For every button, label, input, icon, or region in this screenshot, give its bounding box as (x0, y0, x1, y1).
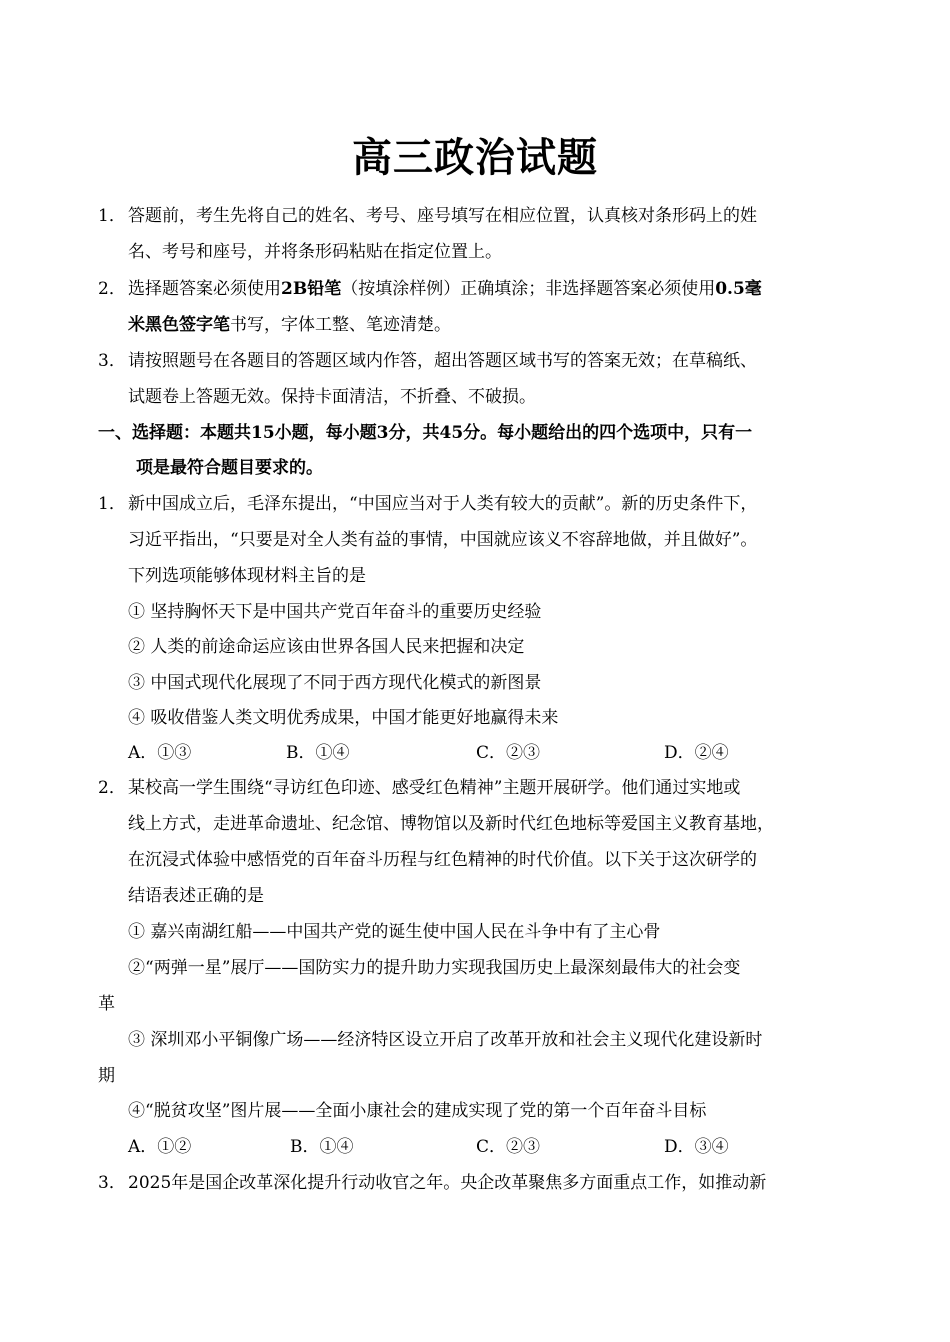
q2-number: 2． (98, 778, 126, 798)
note-3-number: 3． (98, 351, 126, 371)
note-2-pencil-emphasis: 2B铅笔 (281, 279, 342, 299)
q2-stem-line-3: 在沉浸式体验中感悟党的百年奋斗历程与红色精神的时代价值。以下关于这次研学的 (128, 850, 757, 870)
note-2-line-2: 米黑色签字笔书写，字体工整、笔迹清楚。 (128, 315, 451, 335)
note-2-pen-emphasis-a: 0.5毫 (715, 279, 762, 299)
q2-statement-1: ① 嘉兴南湖红船——中国共产党的诞生使中国人民在斗争中有了主心骨 (128, 922, 661, 942)
note-3-line-2: 试题卷上答题无效。保持卡面清洁，不折叠、不破损。 (128, 387, 536, 407)
q2-option-d[interactable]: D．③④ (664, 1137, 729, 1157)
q2-statement-2-line-1: ②“两弹一星”展厅——国防实力的提升助力实现我国历史上最深刻最伟大的社会变 (128, 958, 741, 978)
note-2-number: 2． (98, 279, 126, 299)
q1-statement-3: ③ 中国式现代化展现了不同于西方现代化模式的新图景 (128, 673, 542, 693)
q1-stem-line-2: 习近平指出，“只要是对全人类有益的事情，中国就应该义不容辞地做，并且做好”。 (128, 530, 758, 550)
q2-option-b[interactable]: B．①④ (290, 1137, 354, 1157)
q1-stem-line-1: 新中国成立后，毛泽东提出，“中国应当对于人类有较大的贡献”。新的历史条件下， (128, 494, 758, 514)
q3-number: 3． (98, 1173, 126, 1193)
q2-statement-4: ④“脱贫攻坚”图片展——全面小康社会的建成实现了党的第一个百年奋斗目标 (128, 1101, 707, 1121)
q1-statement-4: ④ 吸收借鉴人类文明优秀成果，中国才能更好地赢得未来 (128, 708, 559, 728)
q1-statement-2: ② 人类的前途命运应该由世界各国人民来把握和决定 (128, 637, 525, 657)
note-3-line-1: 请按照题号在各题目的答题区域内作答，超出答题区域书写的答案无效；在草稿纸、 (128, 351, 757, 371)
q1-statement-1: ① 坚持胸怀天下是中国共产党百年奋斗的重要历史经验 (128, 602, 542, 622)
note-2-line-1: 选择题答案必须使用2B铅笔（按填涂样例）正确填涂；非选择题答案必须使用0.5毫 (128, 279, 762, 299)
q2-statement-3-line-2: 期 (98, 1066, 115, 1086)
note-1-number: 1． (98, 206, 126, 226)
note-1-line-1: 答题前，考生先将自己的姓名、考号、座号填写在相应位置，认真核对条形码上的姓 (128, 206, 757, 226)
q2-option-c[interactable]: C．②③ (476, 1137, 541, 1157)
q2-stem-line-4: 结语表述正确的是 (128, 886, 264, 906)
q3-stem-line-1: 2025年是国企改革深化提升行动收官之年。央企改革聚焦多方面重点工作，如推动新 (128, 1173, 767, 1193)
q2-stem-line-1: 某校高一学生围绕“寻访红色印迹、感受红色精神”主题开展研学。他们通过实地或 (128, 778, 741, 798)
q1-stem-line-3: 下列选项能够体现材料主旨的是 (128, 566, 366, 586)
section-heading-line-1: 一、选择题：本题共15小题，每小题3分，共45分。每小题给出的四个选项中，只有一 (98, 423, 753, 443)
q2-stem-line-2: 线上方式，走进革命遗址、纪念馆、博物馆以及新时代红色地标等爱国主义教育基地， (128, 814, 774, 834)
section-heading-line-2: 项是最符合题目要求的。 (136, 458, 323, 478)
q1-option-c[interactable]: C．②③ (476, 743, 541, 763)
q2-option-a[interactable]: A．①② (128, 1137, 192, 1157)
q2-statement-2-line-2: 革 (98, 994, 115, 1014)
q1-option-a[interactable]: A．①③ (128, 743, 192, 763)
note-1-line-2: 名、考号和座号，并将条形码粘贴在指定位置上。 (128, 242, 502, 262)
page-title: 高三政治试题 (352, 134, 598, 181)
q1-option-d[interactable]: D．②④ (664, 743, 729, 763)
q2-statement-3-line-1: ③ 深圳邓小平铜像广场——经济特区设立开启了改革开放和社会主义现代化建设新时 (128, 1030, 763, 1050)
q1-number: 1． (98, 494, 126, 514)
note-2-pen-emphasis-b: 米黑色签字笔 (128, 315, 230, 335)
q1-option-b[interactable]: B．①④ (286, 743, 350, 763)
